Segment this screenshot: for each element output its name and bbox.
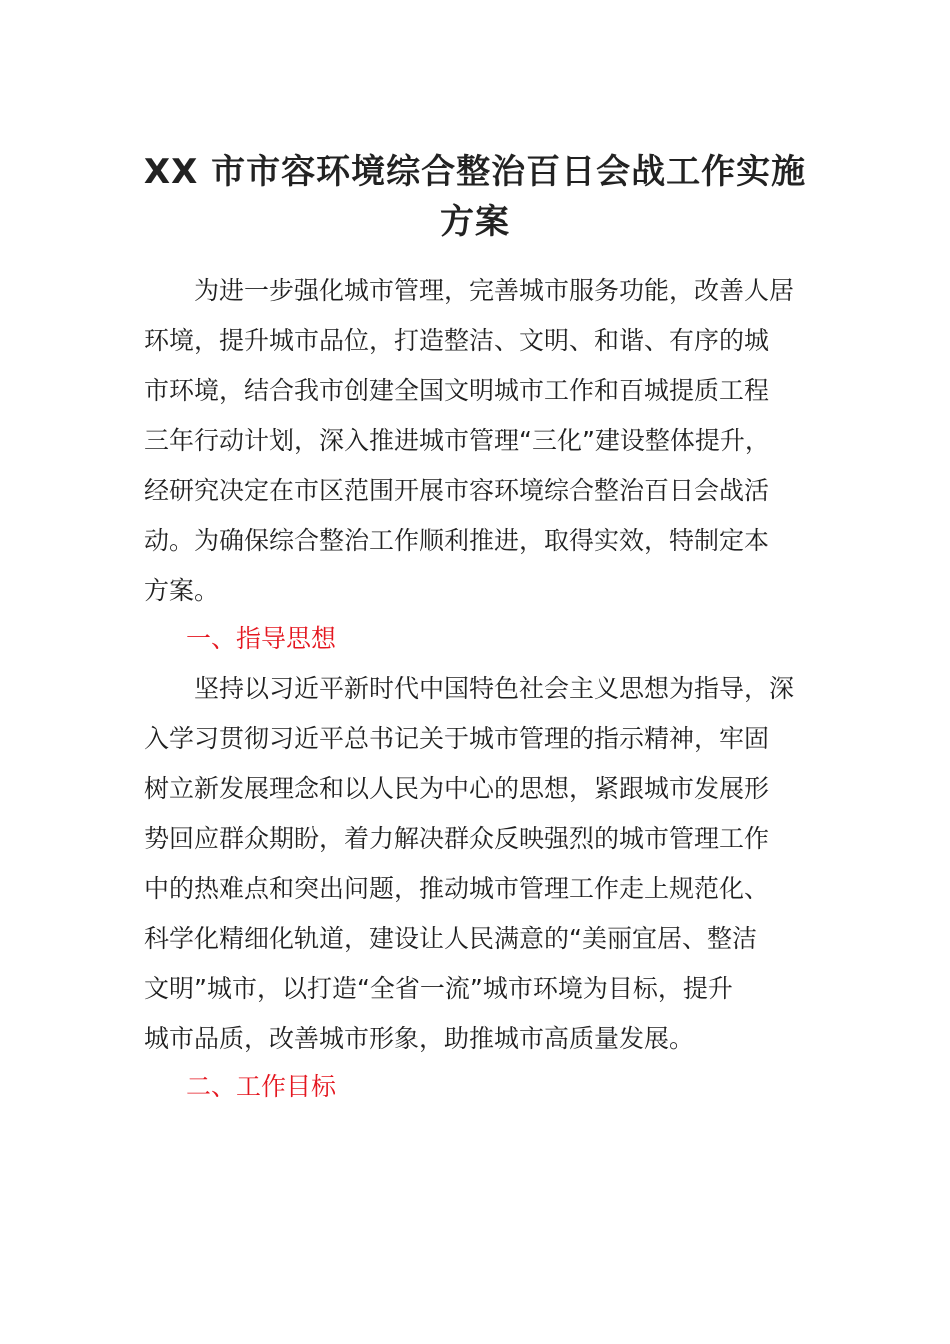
text-line: 动。为确保综合整治工作顺利推进，取得实效，特制定本 [144,526,770,555]
text-line: 中的热难点和突出问题，推动城市管理工作走上规范化、 [144,874,770,903]
text-line: 市环境，结合我市创建全国文明城市工作和百城提质工程 [144,376,770,405]
section-heading-guiding-ideology: 一、指导思想 [186,624,337,653]
text-line: 为进一步强化城市管理，完善城市服务功能，改善人居 [144,276,795,305]
section-heading-work-goals: 二、工作目标 [186,1072,337,1101]
text-line: 树立新发展理念和以人民为中心的思想，紧跟城市发展形 [144,774,770,803]
text-line: 环境，提升城市品位，打造整洁、文明、和谐、有序的城 [144,326,770,355]
document-title-line-1: XX 市市容环境综合整治百日会战工作实施 [143,152,807,192]
document-title-line-2: 方案 [440,202,510,242]
intro-paragraph [144,266,804,616]
text-line: 三年行动计划，深入推进城市管理“三化”建设整体提升， [144,426,770,455]
text-line: 文明”城市，以打造“全省一流”城市环境为目标，提升 [144,974,733,1003]
text-line: 城市品质，改善城市形象，助推城市高质量发展。 [144,1024,695,1053]
text-line: 坚持以习近平新时代中国特色社会主义思想为指导，深 [144,674,795,703]
guiding-ideology-paragraph [144,664,804,1064]
text-line: 科学化精细化轨道，建设让人民满意的“美丽宜居、整洁 [144,924,757,953]
text-line: 势回应群众期盼，着力解决群众反映强烈的城市管理工作 [144,824,770,853]
text-line: 经研究决定在市区范围开展市容环境综合整治百日会战活 [144,476,770,505]
text-line: 方案。 [144,576,220,605]
text-line: 入学习贯彻习近平总书记关于城市管理的指示精神，牢固 [144,724,770,753]
